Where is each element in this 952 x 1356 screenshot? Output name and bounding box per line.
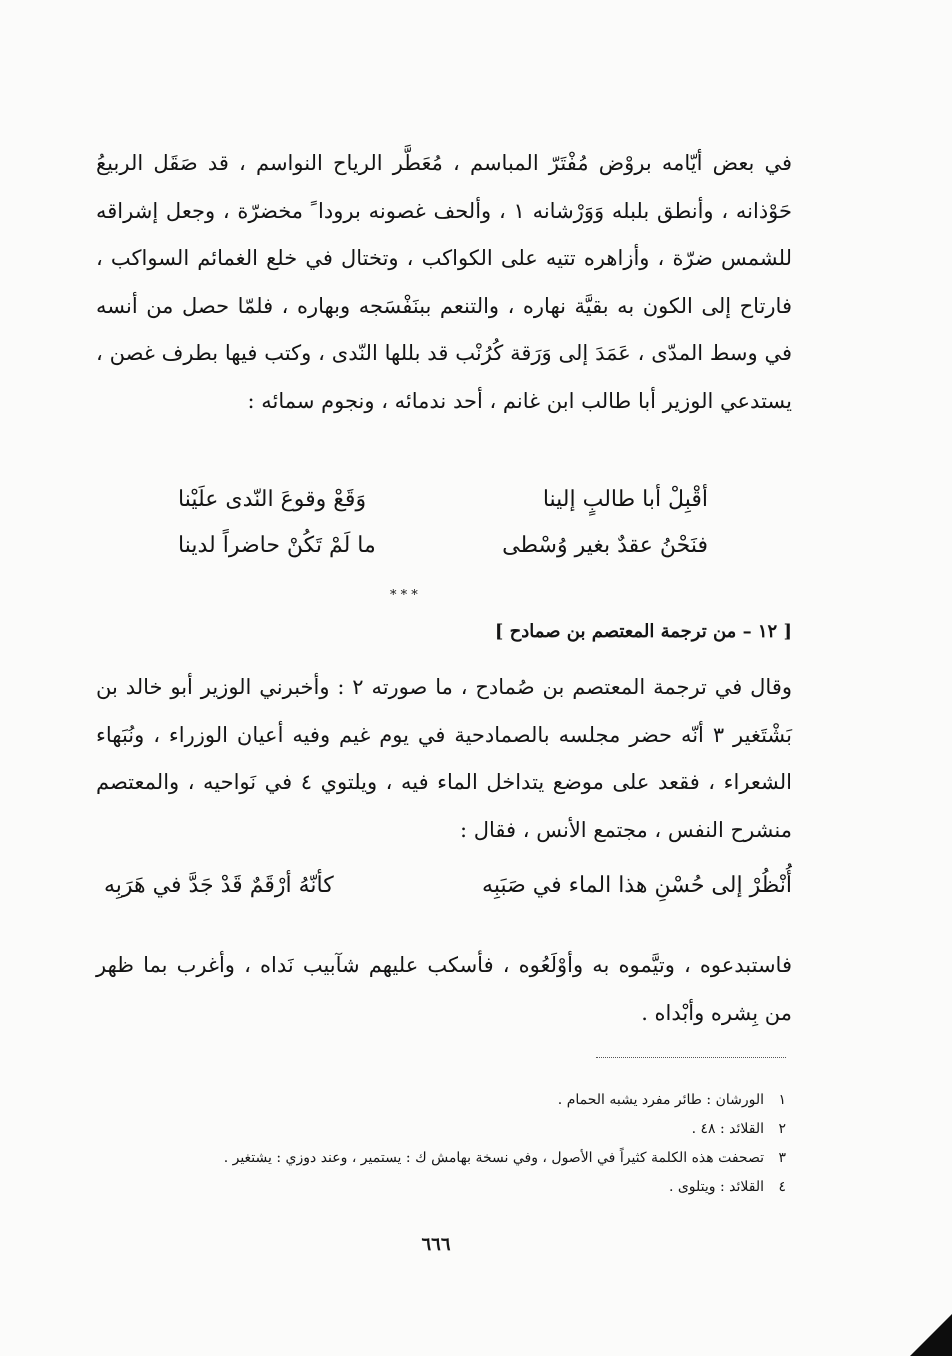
verse-1-second-text: وَقَعْ وقوعَ النّدى علَيْنا — [178, 487, 367, 512]
footnote-text: القلائد : ويتلوى . — [668, 1179, 764, 1195]
verse-1-second-hemistich — [178, 478, 366, 522]
verse-3-second-hemistich — [104, 864, 334, 908]
verse-1-first-hemistich — [543, 478, 708, 522]
footnote-2 — [90, 1115, 786, 1144]
footnote-divider — [596, 1057, 786, 1058]
body-paragraph-2: وقال في ترجمة المعتصم بن صُمادح ، ما صورته ٢ : وأخبرني الوزير أبو خالد بن بَشْتَغير ٣ أنّه حضر مجلسه بالصمادحية في يوم غيم وفيه أعيان الوزراء ، ونُبَهاء الشعراء ، فقعد على موضع يتداخل الماء فيه ، ويلتوي ٤ في نَواحيه ، والمعتصم منشرح النفس ، مجتمع الأنس ، فقال : — [96, 675, 793, 842]
verse-2-first-hemistich — [502, 524, 708, 568]
footnote-number: ٤ — [778, 1179, 786, 1195]
footnote-text: تصحفت هذه الكلمة كثيراً في الأصول ، وفي نسخة بهامش ك : يستمير ، وعند دوزي : يشتغير . — [223, 1150, 764, 1166]
footnote-number: ١ — [778, 1092, 786, 1108]
section-separator: * * * — [390, 588, 418, 603]
verse-2-first-text: فنَحْنُ عقدٌ بغير وُسْطى — [502, 533, 708, 558]
verse-3-first-hemistich — [482, 864, 792, 908]
verse-2-second-hemistich — [178, 524, 376, 568]
footnote-3 — [90, 1144, 786, 1173]
verse-3-first-text: أُنْظُرْ إلى حُسْنِ هذا الماء في صَبَبِه — [482, 873, 792, 898]
footnote-4 — [90, 1173, 786, 1202]
body-paragraph-3: فاستبدعوه ، وتيَّموه به وأوْلَعُوه ، فأسكب عليهم شآبيب نَداه ، وأغرب بما ظهر من بِشره وأبْداه . — [96, 953, 792, 1025]
footnote-number: ٣ — [778, 1150, 786, 1166]
footnote-1 — [90, 1086, 786, 1115]
verse-3-second-text: كأنّهُ أرْقَمٌ قَدْ جَدَّ في هَرَبِه — [104, 873, 334, 898]
page-number: ٦٦٦ — [421, 1234, 451, 1255]
footnote-text: الورشان : طائر مفرد يشبه الحمام . — [557, 1092, 764, 1108]
verse-2-second-text: ما لَمْ تَكُنْ حاضراً لدينا — [178, 533, 376, 558]
section-heading: [ ١٢ – من ترجمة المعتصم بن صمادح ] — [494, 621, 792, 642]
verse-1-first-text: أقْبِلْ أبا طالبٍ إلينا — [542, 487, 708, 512]
body-paragraph-1: في بعض أيّامه بروْض مُفْتَرّ المباسم ، مُعَطَّر الرياح النواسم ، قد صَقَل الربيعُ حَوْذانه ، وأنطق بلبله وَوَرْشانه ١ ، وألحف غصونه برودا ً مخضرّة ، وجعل إشراقه للشمس ضرّة ، وأزاهره تتيه على الكواكب ، وتختال في خلع الغمائم السواكب ، فارتاح إلى الكون به بقيَّة نهاره ، والتنعم ببنَفْسَجه وبهاره ، فلمّا حصل من أنسه في وسط المدّى ، عَمَدَ إلى وَرَقة كُرُنْب قد بللها النّدى ، وكتب فيها بطرف غصن ، يستدعي الوزير أبا طالب ابن غانم ، أحد ندمائه ، ونجوم سمائه : — [96, 151, 793, 413]
footnote-number: ٢ — [778, 1121, 786, 1137]
page-corner-mark — [910, 1314, 952, 1356]
footnote-text: القلائد : ٤٨ . — [691, 1121, 764, 1137]
footnotes — [90, 1086, 786, 1202]
